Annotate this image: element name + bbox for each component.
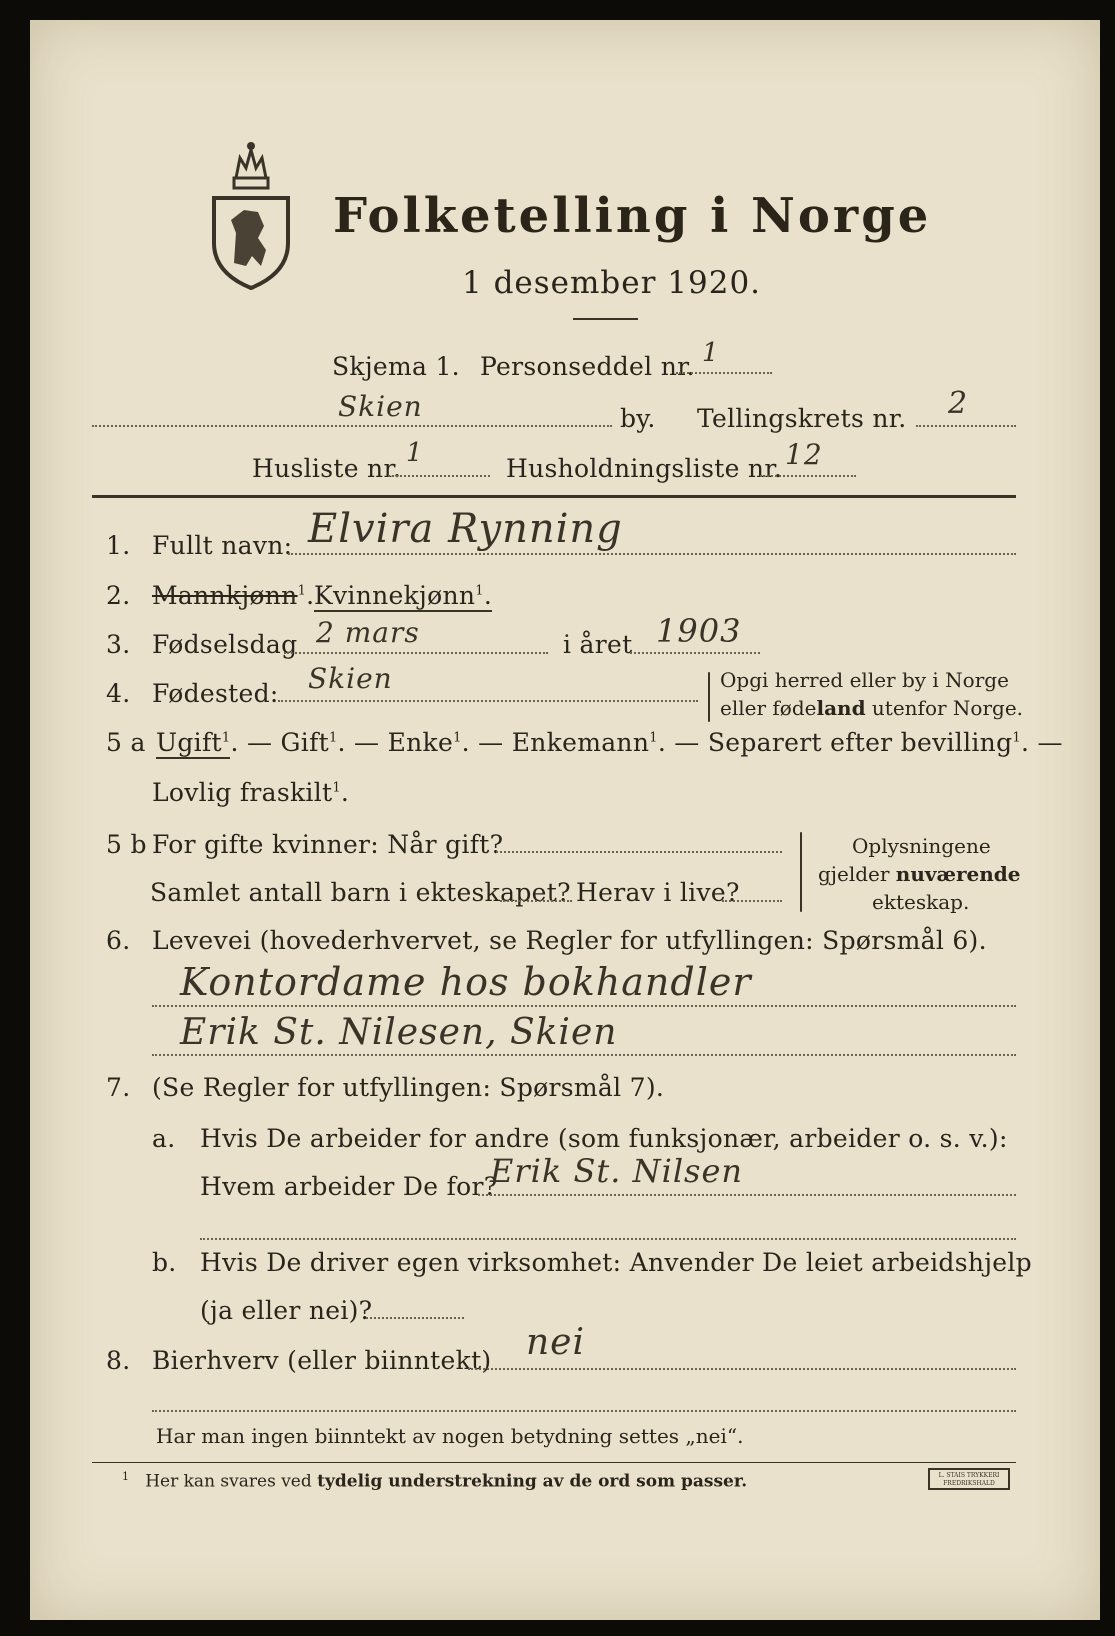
q7b-question: (ja eller nei)? (200, 1296, 373, 1325)
q4-note-line1: Opgi herred eller by i Norge (720, 668, 1009, 692)
by-label: by. (620, 404, 656, 433)
marriage-date-field[interactable] (496, 851, 782, 853)
q7b-text: Hvis De driver egen virksomhet: Anvender De leiet arbeidshjelp (200, 1248, 1032, 1277)
q5b-number: 5 b (106, 830, 147, 859)
marital-option-gift-footnote: 1 (328, 730, 338, 746)
q7a-text: Hvis De arbeider for andre (som funksjonær, arbeider o. s. v.): (200, 1124, 1008, 1153)
husliste-label: Husliste nr. (252, 454, 402, 483)
q8-number: 8. (106, 1346, 131, 1375)
q5b-note-text-a: gjelder (818, 862, 896, 886)
marital-option-fraskilt-footnote: 1 (332, 780, 341, 796)
gender-male-footnote: 1 (297, 583, 307, 599)
personseddel-value: 1 (702, 338, 720, 368)
marital-option-separert-footnote: 1 (1012, 730, 1021, 746)
q4-note-text-c: utenfor Norge. (865, 696, 1024, 720)
husholdningsliste-value: 12 (785, 438, 823, 471)
q5b-label: For gifte kvinner: Når gift? (152, 830, 504, 859)
printer-stamp: L. STAIS TRYKKERI FREDRIKSHALD (928, 1468, 1010, 1490)
q6-number: 6. (106, 926, 131, 955)
q7-label: (Se Regler for utfyllingen: Spørsmål 7). (152, 1073, 665, 1102)
full-name-value: Elvira Rynning (308, 506, 623, 552)
marital-option-ugift-footnote: 1 (221, 730, 231, 746)
birthday-field[interactable] (284, 652, 548, 654)
q7b-letter: b. (152, 1248, 177, 1277)
side-income-field-line2[interactable] (152, 1410, 1016, 1412)
marital-option-enke-label: Enke (387, 728, 454, 757)
gender-female-option[interactable]: Kvinnekjønn$^1$. (314, 581, 493, 610)
q5b-note-line2 (818, 862, 1021, 886)
q4-number: 4. (106, 679, 131, 708)
occupation-value-line1: Kontordame hos bokhandler (180, 960, 752, 1004)
city-field[interactable] (92, 425, 612, 427)
husliste-value: 1 (406, 438, 424, 468)
marital-option-separert-label: Separert efter bevilling (707, 728, 1013, 757)
marital-option-enke[interactable] (388, 728, 462, 757)
marital-separator: . — (657, 728, 700, 757)
norwegian-coat-of-arms-icon (206, 138, 296, 293)
gender-male-option[interactable]: Mannkjønn$^1$. (152, 581, 315, 610)
birth-year-value: 1903 (656, 612, 742, 650)
children-alive-field[interactable] (722, 900, 782, 902)
marital-option-fraskilt[interactable] (152, 778, 349, 807)
children-alive-label: Herav i live? (576, 878, 740, 907)
q5b-note-brace (800, 832, 802, 912)
birthplace-value: Skien (308, 662, 393, 695)
tellingskrets-label: Tellingskrets nr. (697, 404, 907, 433)
marital-option-enkemann[interactable] (512, 728, 658, 757)
marital-end-period: . (340, 778, 350, 807)
footnote-mark: 1 (122, 1470, 129, 1483)
personseddel-field[interactable] (676, 372, 772, 374)
q1-label: Fullt navn: (152, 531, 293, 560)
marital-separator: . — (230, 728, 273, 757)
marital-option-fraskilt-label: Lovlig fraskilt (152, 778, 333, 807)
full-name-field[interactable] (288, 553, 1016, 555)
birthplace-field[interactable] (278, 700, 698, 702)
q5a-number: 5 a (106, 728, 146, 757)
tellingskrets-field[interactable] (916, 425, 1016, 427)
husholdningsliste-label: Husholdningsliste nr. (506, 454, 783, 483)
q4-note-line2 (720, 696, 1023, 720)
tellingskrets-value: 2 (948, 386, 969, 421)
occupation-field-line2[interactable] (152, 1054, 1016, 1056)
footer-note: Har man ingen biinntekt av nogen betydning settes „nei“. (156, 1424, 744, 1448)
footnote-text: Her kan svares ved (145, 1471, 318, 1492)
q3-label: Fødselsdag (152, 630, 298, 659)
marital-option-gift-label: Gift (280, 728, 329, 757)
q4-note-text-a: eller føde (720, 696, 817, 720)
marital-option-separert[interactable] (708, 728, 1021, 757)
marital-option-enke-footnote: 1 (453, 730, 462, 746)
footnote-bold-text: tydelig understrekning av de ord som passer. (317, 1471, 748, 1492)
skjema-label: Skjema 1. (332, 352, 460, 381)
q7a-letter: a. (152, 1124, 176, 1153)
q4-note-brace (708, 672, 710, 722)
gender-female-label: Kvinnekjønn (314, 581, 476, 610)
city-value: Skien (338, 390, 423, 423)
gender-male-label: Mannkjønn (152, 581, 298, 610)
employer-field-line2[interactable] (200, 1238, 1016, 1240)
footer-rule (92, 1462, 1016, 1463)
marital-option-ugift[interactable] (156, 728, 230, 759)
birthday-value: 2 mars (316, 616, 420, 649)
q4-label: Fødested: (152, 679, 279, 708)
marital-option-ugift-label: Ugift (156, 728, 222, 757)
footnote (122, 1470, 747, 1492)
q3-number: 3. (106, 630, 131, 659)
census-form-sheet (30, 20, 1100, 1620)
occupation-field-line1[interactable] (152, 1005, 1016, 1007)
q5b-note-line3: ekteskap. (872, 890, 970, 914)
q4-note-text-bold: land (816, 696, 866, 720)
occupation-value-line2: Erik St. Nilesen, Skien (180, 1012, 618, 1053)
husliste-field[interactable] (388, 475, 490, 477)
q5b-note-line1: Oplysningene (852, 834, 991, 858)
marital-separator: . — (461, 728, 504, 757)
title-divider (573, 318, 638, 320)
side-income-field[interactable] (468, 1368, 1016, 1370)
marital-separator: . — (337, 728, 380, 757)
employer-value: Erik St. Nilsen (490, 1152, 744, 1190)
children-count-label: Samlet antall barn i ekteskapet? (150, 878, 571, 907)
birth-year-label: i året (563, 630, 633, 659)
q1-number: 1. (106, 531, 131, 560)
marital-status-options (156, 728, 1063, 757)
side-income-value: nei (526, 1322, 586, 1363)
marital-option-gift[interactable] (281, 728, 338, 757)
census-date: 1 desember 1920. (462, 265, 762, 301)
q5b-note-text-bold: nuværende (895, 862, 1021, 886)
q7a-question: Hvem arbeider De for? (200, 1172, 498, 1201)
husholdningsliste-field[interactable] (760, 475, 856, 477)
header-rule (92, 495, 1016, 498)
form-title: Folketelling i Norge (333, 188, 932, 244)
q2-number: 2. (106, 581, 131, 610)
hired-help-field[interactable] (366, 1317, 464, 1319)
marital-option-enkemann-label: Enkemann (511, 728, 650, 757)
q6-label: Levevei (hovederhvervet, se Regler for utfyllingen: Spørsmål 6). (152, 926, 987, 955)
marital-option-enkemann-footnote: 1 (649, 730, 658, 746)
marital-separator: . — (1020, 728, 1063, 757)
employer-field[interactable] (478, 1194, 1016, 1196)
children-count-field[interactable] (500, 900, 572, 902)
q8-label: Bierhverv (eller biinntekt) (152, 1346, 492, 1375)
personseddel-label: Personseddel nr. (480, 352, 695, 381)
birth-year-field[interactable] (630, 652, 760, 654)
q7-number: 7. (106, 1073, 131, 1102)
gender-female-footnote: 1 (475, 583, 484, 599)
